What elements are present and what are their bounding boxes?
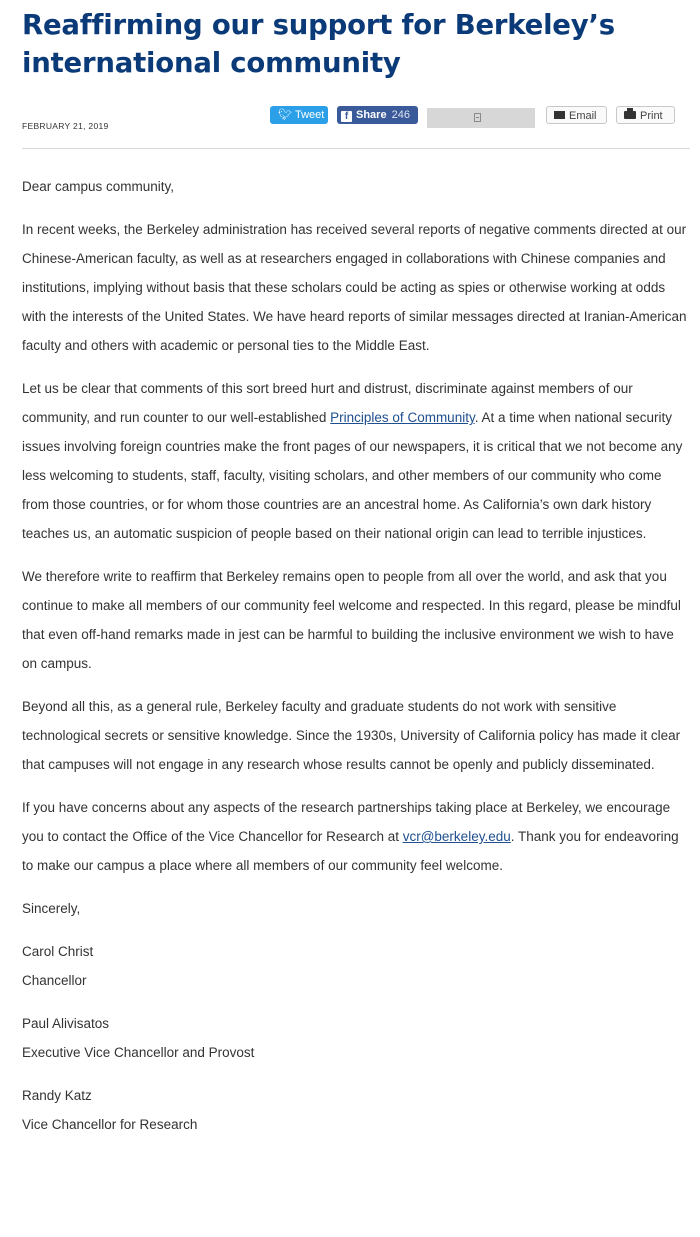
print-button[interactable] <box>616 106 675 124</box>
letter-greeting: Dear campus community, <box>22 179 175 194</box>
letter-paragraph-4: Beyond all this, as a general rule, Berkeley faculty and graduate students do not work with sensitive technological secrets or sensitive knowledge. Since the 1930s, University of California policy has made it clear that campuses will not engage in any research whose results cannot be openly and publicly disseminated. <box>22 699 681 772</box>
letter-paragraph-3: We therefore write to reaffirm that Berkeley remains open to people from all over the world, and ask that you continue to make all members of our community feel welcome and respected. In this regard, please be mindful that even off-hand remarks made in jest can be harmful to building the inclusive environment we wish to have on campus. <box>22 569 681 671</box>
email-button[interactable] <box>546 106 607 124</box>
share-count: 246 <box>391 109 410 121</box>
letter-paragraph-5 <box>22 793 690 880</box>
signatory-name: Paul Alivisatos <box>22 1016 110 1031</box>
signatory <box>22 1009 690 1067</box>
principles-of-community-link[interactable]: Principles of Community <box>330 410 475 425</box>
p2-text-before: Let us be clear that comments of this sort breed hurt and distrust, discriminate against members of our community, and run counter to our well-established <box>22 381 633 425</box>
article-title: Reaffirming our support for Berkeley’s international community <box>22 9 615 79</box>
p2-text-after: . At a time when national security issues involving foreign countries make the front pages of our newspapers, it is critical that we not become any less welcoming to students, staff, faculty, visiting scholars, and other members of our community who come from those countries, or for whom those countries are an ancestral home. As California’s own dark history teaches us, an automatic suspicion of people based on their national origin can lead to terrible injustices. <box>22 410 683 541</box>
facebook-share-button[interactable] <box>337 106 418 124</box>
signatory-name: Carol Christ <box>22 944 94 959</box>
vcr-email-link[interactable]: vcr@berkeley.edu <box>402 829 511 844</box>
letter-closing: Sincerely, <box>22 901 81 916</box>
article-date: FEBRUARY 21, 2019 <box>22 121 109 131</box>
signatory-role: Executive Vice Chancellor and Provost <box>22 1045 255 1060</box>
print-label: Print <box>640 110 663 122</box>
signatory-role: Chancellor <box>22 973 87 988</box>
facebook-icon: f <box>341 111 352 122</box>
tweet-button[interactable] <box>270 106 328 124</box>
share-widget-placeholder[interactable] <box>427 108 535 128</box>
signatory-role: Vice Chancellor for Research <box>22 1117 198 1132</box>
p5-text-before: If you have concerns about any aspects of the research partnerships taking place at Berkeley, we encourage you to contact the Office of the Vice Chancellor for Research at <box>22 800 671 844</box>
article-meta-row <box>22 106 690 146</box>
tweet-label: Tweet <box>294 109 325 121</box>
bookmark-icon <box>474 113 481 122</box>
signatory <box>22 1081 690 1139</box>
twitter-bird-icon: 🐦︎ <box>278 109 292 121</box>
header-divider <box>22 148 690 149</box>
printer-icon <box>624 111 636 119</box>
signatory <box>22 937 690 995</box>
share-label: Share <box>356 109 387 121</box>
signature-block <box>22 937 690 1139</box>
email-label: Email <box>569 110 597 122</box>
p5-text-after: . Thank you for endeavoring to make our campus a place where all members of our community feel welcome. <box>22 829 679 873</box>
letter-paragraph-2 <box>22 374 690 548</box>
signatory-name: Randy Katz <box>22 1088 92 1103</box>
letter-body <box>22 172 690 1153</box>
letter-paragraph-1: In recent weeks, the Berkeley administration has received several reports of negative comments directed at our Chinese-American faculty, as well as at researchers engaged in collaborations with Chinese companies and institutions, implying without basis that these scholars could be acting as spies or otherwise working at odds with the interests of the United States. We have heard reports of similar messages directed at Iranian-American faculty and others with academic or personal ties to the Middle East. <box>22 222 687 353</box>
envelope-icon <box>554 111 565 119</box>
